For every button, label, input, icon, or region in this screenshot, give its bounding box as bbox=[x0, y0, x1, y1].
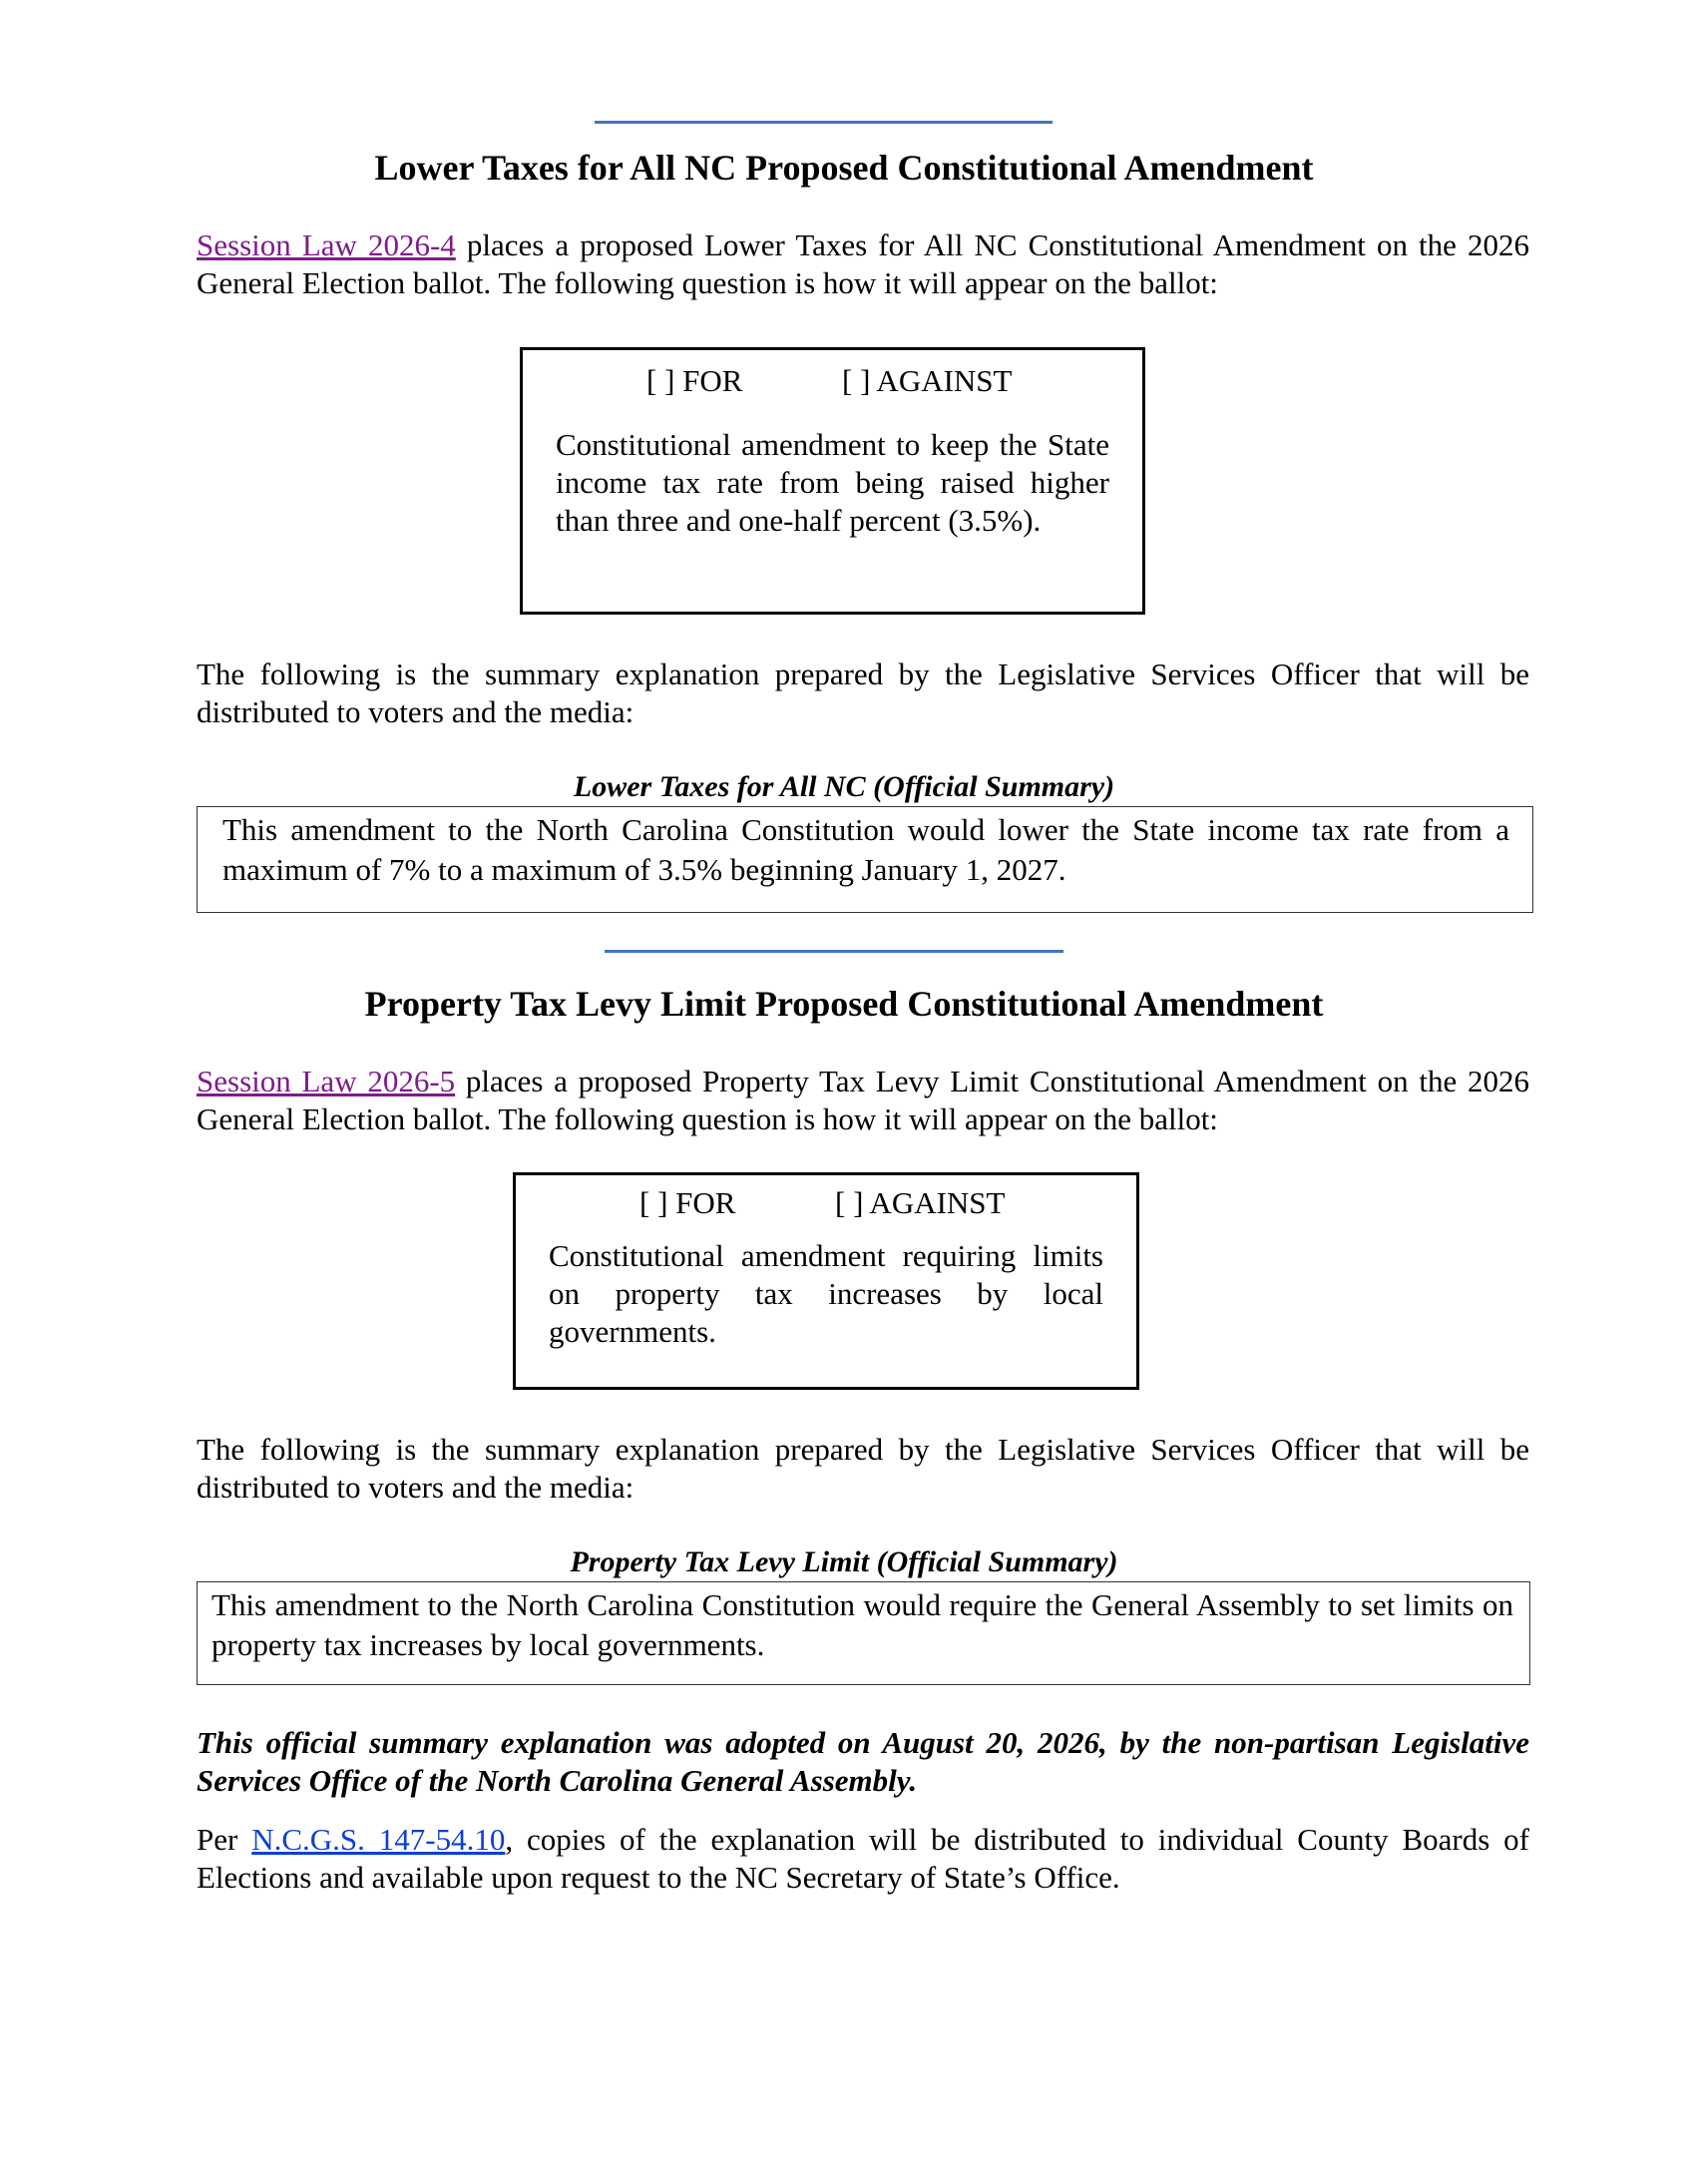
ballot-question-box bbox=[513, 1172, 1139, 1390]
official-summary-box bbox=[197, 1581, 1530, 1685]
ballot-options bbox=[639, 1184, 1006, 1222]
official-summary-box bbox=[197, 806, 1533, 913]
statute-link[interactable]: N.C.G.S. 147-54.10 bbox=[251, 1822, 506, 1857]
against-option[interactable]: [ ] AGAINST bbox=[835, 1185, 1006, 1220]
intro-paragraph-lower-taxes bbox=[197, 226, 1529, 302]
section-divider bbox=[605, 950, 1063, 953]
ballot-options bbox=[646, 362, 1013, 400]
distribution-paragraph bbox=[197, 1821, 1529, 1897]
official-summary-text: This amendment to the North Carolina Constitution would lower the State income tax rate from a maximum of 7% to a maximum of 3.5% beginning January 1, 2027. bbox=[222, 812, 1509, 887]
summary-intro-lower-taxes: The following is the summary explanation prepared by the Legislative Services Officer that will be distributed to voters and the media: bbox=[197, 656, 1529, 729]
intro-text: places a proposed Lower Taxes for All NC Constitutional Amendment on the 2026 General Election ballot. The following question is how it will appear on the ballot: bbox=[197, 227, 1529, 300]
per-prefix: Per bbox=[197, 1822, 252, 1857]
for-option[interactable]: [ ] FOR bbox=[639, 1185, 736, 1220]
ballot-question-text: Constitutional amendment to keep the State income tax rate from being raised higher than three and one-half percent (3.5%). bbox=[556, 427, 1109, 538]
ballot-question-text: Constitutional amendment requiring limits on property tax increases by local governments. bbox=[549, 1238, 1103, 1349]
intro-paragraph-property-tax bbox=[197, 1063, 1529, 1138]
section-heading-property-tax: Property Tax Levy Limit Proposed Constitutional Amendment bbox=[364, 984, 1324, 1024]
section-heading-lower-taxes: Lower Taxes for All NC Proposed Constitutional Amendment bbox=[374, 148, 1314, 188]
adoption-note: This official summary explanation was adopted on August 20, 2026, by the non-partisan Legislative Services Office of the North Carolina General Assembly. bbox=[197, 1725, 1529, 1798]
against-option[interactable]: [ ] AGAINST bbox=[842, 363, 1013, 398]
section-divider bbox=[595, 121, 1053, 124]
session-law-link-2026-4[interactable]: Session Law 2026-4 bbox=[197, 227, 456, 262]
official-summary-text: This amendment to the North Carolina Constitution would require the General Assembly to set limits on property tax increases by local governments. bbox=[211, 1587, 1513, 1662]
official-summary-title: Lower Taxes for All NC (Official Summary) bbox=[573, 770, 1115, 803]
distribution-text: , copies of the explanation will be distributed to individual County Boards of Elections and available upon request to the NC Secretary of State’s Office. bbox=[197, 1822, 1529, 1895]
session-law-link-2026-5[interactable]: Session Law 2026-5 bbox=[197, 1064, 456, 1098]
for-option[interactable]: [ ] FOR bbox=[646, 363, 743, 398]
official-summary-title: Property Tax Levy Limit (Official Summary) bbox=[570, 1545, 1118, 1578]
intro-text: places a proposed Property Tax Levy Limit Constitutional Amendment on the 2026 General Election ballot. The following question is how it will appear on the ballot: bbox=[197, 1064, 1529, 1136]
summary-intro-property-tax: The following is the summary explanation prepared by the Legislative Services Officer that will be distributed to voters and the media: bbox=[197, 1432, 1529, 1505]
ballot-question-box bbox=[520, 347, 1145, 615]
